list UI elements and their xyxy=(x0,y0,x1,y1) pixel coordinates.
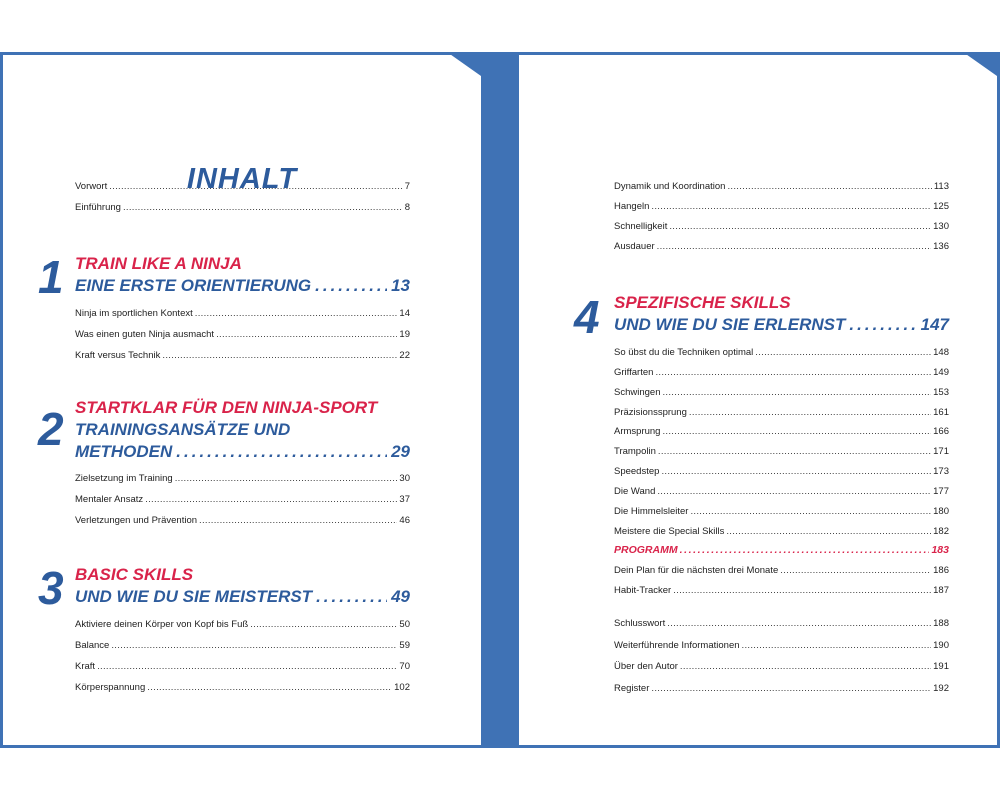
toc-entry-page: 22 xyxy=(399,350,410,361)
toc-entry-page: 136 xyxy=(933,241,949,252)
dot-leader xyxy=(755,347,931,359)
toc-entry[interactable] xyxy=(614,367,949,379)
toc-entry[interactable] xyxy=(614,683,949,695)
toc-entry[interactable] xyxy=(75,181,410,193)
chapter-number: 1 xyxy=(38,251,64,303)
toc-entry[interactable] xyxy=(614,526,949,538)
toc-entry[interactable] xyxy=(614,618,949,630)
toc-entry-page: 171 xyxy=(933,446,949,458)
dot-leader xyxy=(727,181,931,193)
dot-leader xyxy=(315,275,387,297)
toc-entry-page: 7 xyxy=(404,181,410,192)
toc-entry-page: 183 xyxy=(931,544,949,556)
chapter-title: BASIC SKILLS xyxy=(75,565,194,584)
dot-leader xyxy=(680,661,931,673)
dot-leader xyxy=(651,683,931,695)
toc-heading: INHALT xyxy=(186,163,298,195)
toc-entry-page: 182 xyxy=(933,525,949,537)
toc-entry-title: So übst du die Techniken optimal xyxy=(614,347,754,358)
toc-entry-title: PROGRAMM xyxy=(614,544,678,556)
toc-entry-page: 37 xyxy=(399,494,410,505)
toc-entry[interactable] xyxy=(75,661,410,673)
toc-entry[interactable] xyxy=(614,565,949,577)
chapter-page: 29 xyxy=(391,442,410,461)
dot-leader xyxy=(742,640,932,652)
toc-entry-page: 149 xyxy=(933,366,949,378)
toc-entry[interactable] xyxy=(75,515,410,527)
toc-entry-title: Aktiviere deinen Körper von Kopf bis Fuß xyxy=(75,619,249,630)
toc-entry-page: 180 xyxy=(933,505,949,517)
toc-entry-title: Kraft xyxy=(75,661,96,672)
chapter-subtitle: METHODEN xyxy=(75,442,173,461)
chapter-page: 13 xyxy=(391,276,410,295)
toc-entry-page: 46 xyxy=(399,515,410,526)
toc-entry-title: Meistere die Special Skills xyxy=(614,525,725,537)
toc-entry-title: Die Himmelsleiter xyxy=(614,505,689,517)
chapter-page: 49 xyxy=(391,587,410,606)
toc-entry-title: Hangeln xyxy=(614,201,650,212)
dot-leader xyxy=(849,314,916,336)
toc-entry[interactable] xyxy=(614,241,949,253)
toc-entry-title: Armsprung xyxy=(614,426,661,438)
dot-leader xyxy=(162,350,397,362)
toc-entry-title: Trampolin xyxy=(614,446,656,458)
toc-entry-title: Balance xyxy=(75,640,110,651)
chapter-subtitle-line[interactable] xyxy=(614,314,949,336)
toc-entry-title: Speedstep xyxy=(614,466,660,478)
chapter-subtitle-line[interactable] xyxy=(75,441,410,463)
toc-entry-page: 192 xyxy=(933,682,949,694)
dot-leader xyxy=(175,473,398,485)
toc-entry-page: 191 xyxy=(933,661,949,672)
chapter-subtitle: UND WIE DU SIE MEISTERST xyxy=(75,587,313,606)
toc-entry[interactable] xyxy=(614,486,949,498)
toc-entry[interactable] xyxy=(75,350,410,362)
dot-leader xyxy=(145,494,397,506)
toc-entry-title: Schwingen xyxy=(614,386,661,398)
toc-entry-title: Schnelligkeit xyxy=(614,221,668,232)
toc-entry-page: 186 xyxy=(933,565,949,576)
chapter-number: 3 xyxy=(38,562,64,614)
dot-leader xyxy=(250,619,397,631)
toc-entry-page: 50 xyxy=(399,619,410,630)
toc-entry-page: 14 xyxy=(399,308,410,319)
dot-leader xyxy=(316,586,387,608)
chapter-page: 147 xyxy=(920,315,949,334)
dot-leader xyxy=(123,202,403,214)
toc-entry-page: 70 xyxy=(399,661,410,672)
toc-entry[interactable] xyxy=(75,640,410,652)
dot-leader xyxy=(216,329,397,341)
toc-entry-page: 190 xyxy=(933,639,949,651)
toc-entry-page: 102 xyxy=(394,682,410,693)
toc-entry[interactable] xyxy=(614,201,949,213)
dot-leader xyxy=(199,515,397,527)
toc-entry-page: 153 xyxy=(933,386,949,398)
toc-entry-title: Ausdauer xyxy=(614,241,655,252)
toc-entry-page: 173 xyxy=(933,466,949,478)
toc-entry-title: Griffarten xyxy=(614,366,654,378)
toc-entry-title: Dynamik und Koordination xyxy=(614,181,726,192)
dot-leader xyxy=(673,585,931,597)
dot-leader xyxy=(780,565,931,577)
toc-entry-page: 177 xyxy=(933,485,949,497)
dot-leader xyxy=(658,446,931,458)
toc-entry[interactable] xyxy=(614,221,949,233)
toc-entry-page: 30 xyxy=(399,473,410,484)
toc-entry[interactable] xyxy=(614,585,949,597)
toc-entry-page: 130 xyxy=(933,221,949,232)
toc-entry-title: Schlusswort xyxy=(614,618,666,629)
dot-leader xyxy=(147,682,392,694)
toc-entry[interactable] xyxy=(614,407,949,419)
toc-entry-page: 8 xyxy=(404,202,410,213)
toc-entry[interactable] xyxy=(75,202,410,214)
toc-entry[interactable] xyxy=(614,446,949,458)
toc-entry[interactable] xyxy=(614,506,949,518)
toc-entry[interactable] xyxy=(75,308,410,320)
dot-leader xyxy=(97,661,397,673)
dot-leader xyxy=(662,387,931,399)
dot-leader xyxy=(661,466,931,478)
toc-entry-page: 113 xyxy=(933,181,949,192)
dot-leader xyxy=(690,506,931,518)
toc-entry[interactable] xyxy=(614,640,949,652)
toc-entry[interactable] xyxy=(75,682,410,694)
dot-leader xyxy=(669,221,931,233)
dot-leader xyxy=(657,486,931,498)
toc-entry[interactable] xyxy=(75,473,410,485)
toc-entry[interactable] xyxy=(614,347,949,359)
dot-leader xyxy=(662,426,931,438)
dot-leader xyxy=(111,640,397,652)
dot-leader xyxy=(680,544,930,556)
chapter-number: 2 xyxy=(38,403,64,455)
dot-leader xyxy=(689,407,931,419)
toc-entry-title: Register xyxy=(614,682,650,694)
toc-entry-page: 148 xyxy=(933,347,949,358)
dot-leader xyxy=(726,526,931,538)
toc-entry-title: Einführung xyxy=(75,202,121,213)
toc-entry-title: Mentaler Ansatz xyxy=(75,494,144,505)
toc-entry-title: Ninja im sportlichen Kontext xyxy=(75,308,193,319)
toc-entry-title: Präzisionssprung xyxy=(614,406,687,418)
dot-leader xyxy=(195,308,398,320)
dot-leader xyxy=(651,201,931,213)
toc-entry[interactable] xyxy=(614,466,949,478)
toc-entry[interactable] xyxy=(614,544,949,556)
toc-entry-page: 187 xyxy=(933,585,949,596)
toc-entry[interactable] xyxy=(614,387,949,399)
chapter-title: TRAIN LIKE A NINJA xyxy=(75,254,242,273)
toc-entry-title: Über den Autor xyxy=(614,661,678,672)
toc-entry-title: Habit-Tracker xyxy=(614,585,672,596)
chapter-subtitle: TRAININGSANSÄTZE UND xyxy=(75,420,291,439)
toc-entry-title: Körperspannung xyxy=(75,682,146,693)
dot-leader xyxy=(109,181,402,193)
toc-entry-title: Dein Plan für die nächsten drei Monate xyxy=(614,565,779,576)
toc-entry-title: Kraft versus Technik xyxy=(75,350,161,361)
toc-entry-title: Was einen guten Ninja ausmacht xyxy=(75,329,215,340)
chapter-number: 4 xyxy=(574,291,600,343)
toc-entry-page: 125 xyxy=(933,201,949,212)
toc-entry-title: Weiterführende Informationen xyxy=(614,639,740,651)
toc-entry-title: Verletzungen und Prävention xyxy=(75,515,198,526)
toc-entry[interactable] xyxy=(614,661,949,673)
chapter-title: SPEZIFISCHE SKILLS xyxy=(614,293,791,312)
chapter-title: STARTKLAR FÜR DEN NINJA-SPORT xyxy=(75,398,378,417)
toc-entry-title: Vorwort xyxy=(75,181,108,192)
dot-leader xyxy=(176,441,387,463)
toc-entry[interactable] xyxy=(75,494,410,506)
chapter-subtitle: EINE ERSTE ORIENTIERUNG xyxy=(75,276,312,295)
chapter-subtitle-line[interactable] xyxy=(75,586,410,608)
toc-entry-page: 19 xyxy=(399,329,410,340)
toc-entry-title: Die Wand xyxy=(614,485,656,497)
toc-entry[interactable] xyxy=(75,619,410,631)
toc-entry-title: Zielsetzung im Training xyxy=(75,473,173,484)
toc-entry[interactable] xyxy=(614,426,949,438)
dot-leader xyxy=(667,618,931,630)
toc-entry-page: 166 xyxy=(933,426,949,438)
chapter-subtitle-line[interactable] xyxy=(75,275,410,297)
dot-leader xyxy=(655,367,931,379)
toc-entry-page: 161 xyxy=(933,406,949,418)
toc-entry[interactable] xyxy=(614,181,949,193)
toc-entry[interactable] xyxy=(75,329,410,341)
dot-leader xyxy=(657,241,931,253)
chapter-subtitle: UND WIE DU SIE ERLERNST xyxy=(614,315,846,334)
toc-entry-page: 188 xyxy=(933,618,949,629)
toc-entry-page: 59 xyxy=(399,640,410,651)
